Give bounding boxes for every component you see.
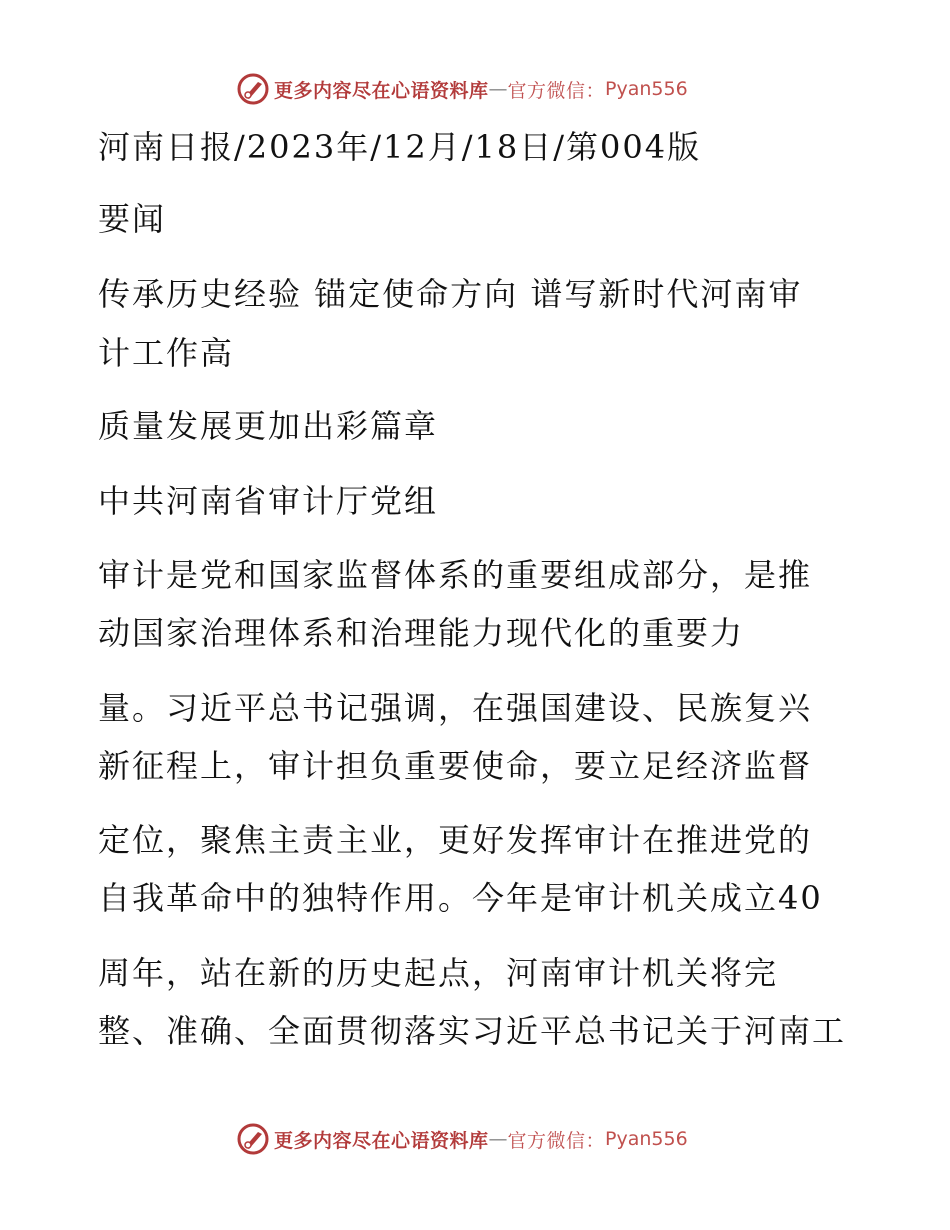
body-text-line: 周年，站在新的历史起点，河南审计机关将完 xyxy=(98,954,779,992)
header-watermark xyxy=(236,72,688,106)
article-title-line: 计工作高 xyxy=(98,334,235,372)
body-text-line: 动国家治理体系和治理能力现代化的重要力 xyxy=(98,614,745,652)
body-text-line: 审计是党和国家监督体系的重要组成部分，是推 xyxy=(98,556,813,594)
quill-seal-icon xyxy=(236,72,270,106)
section-label: 要闻 xyxy=(98,200,167,238)
quill-seal-icon xyxy=(236,1122,270,1156)
watermark-dash: — xyxy=(488,78,508,100)
body-text-line: 新征程上，审计担负重要使命，要立足经济监督 xyxy=(98,747,813,785)
newspaper-dateline: 河南日报/2023年/12月/18日/第004版 xyxy=(98,128,702,166)
watermark-wechat-id: Pyan556 xyxy=(605,1128,688,1150)
watermark-wechat-id: Pyan556 xyxy=(605,78,688,100)
article-title-line: 传承历史经验 锚定使命方向 谱写新时代河南审 xyxy=(98,275,803,313)
body-text-line: 定位，聚焦主责主业，更好发挥审计在推进党的 xyxy=(98,821,813,859)
watermark-wechat-label: 官方微信： xyxy=(507,79,606,102)
watermark-wechat-label: 官方微信： xyxy=(507,1129,606,1152)
footer-watermark xyxy=(236,1122,688,1156)
watermark-dash: — xyxy=(488,1128,508,1150)
article-author: 中共河南省审计厅党组 xyxy=(98,482,439,520)
body-text-line: 量。习近平总书记强调，在强国建设、民族复兴 xyxy=(98,689,813,727)
watermark-text: 更多内容尽在心语资料库 xyxy=(274,79,489,102)
body-text-line: 自我革命中的独特作用。今年是审计机关成立40 xyxy=(98,879,823,917)
article-title-line: 质量发展更加出彩篇章 xyxy=(98,407,439,445)
body-text-line: 整、准确、全面贯彻落实习近平总书记关于河南工 xyxy=(98,1012,847,1050)
watermark-text: 更多内容尽在心语资料库 xyxy=(274,1129,489,1152)
